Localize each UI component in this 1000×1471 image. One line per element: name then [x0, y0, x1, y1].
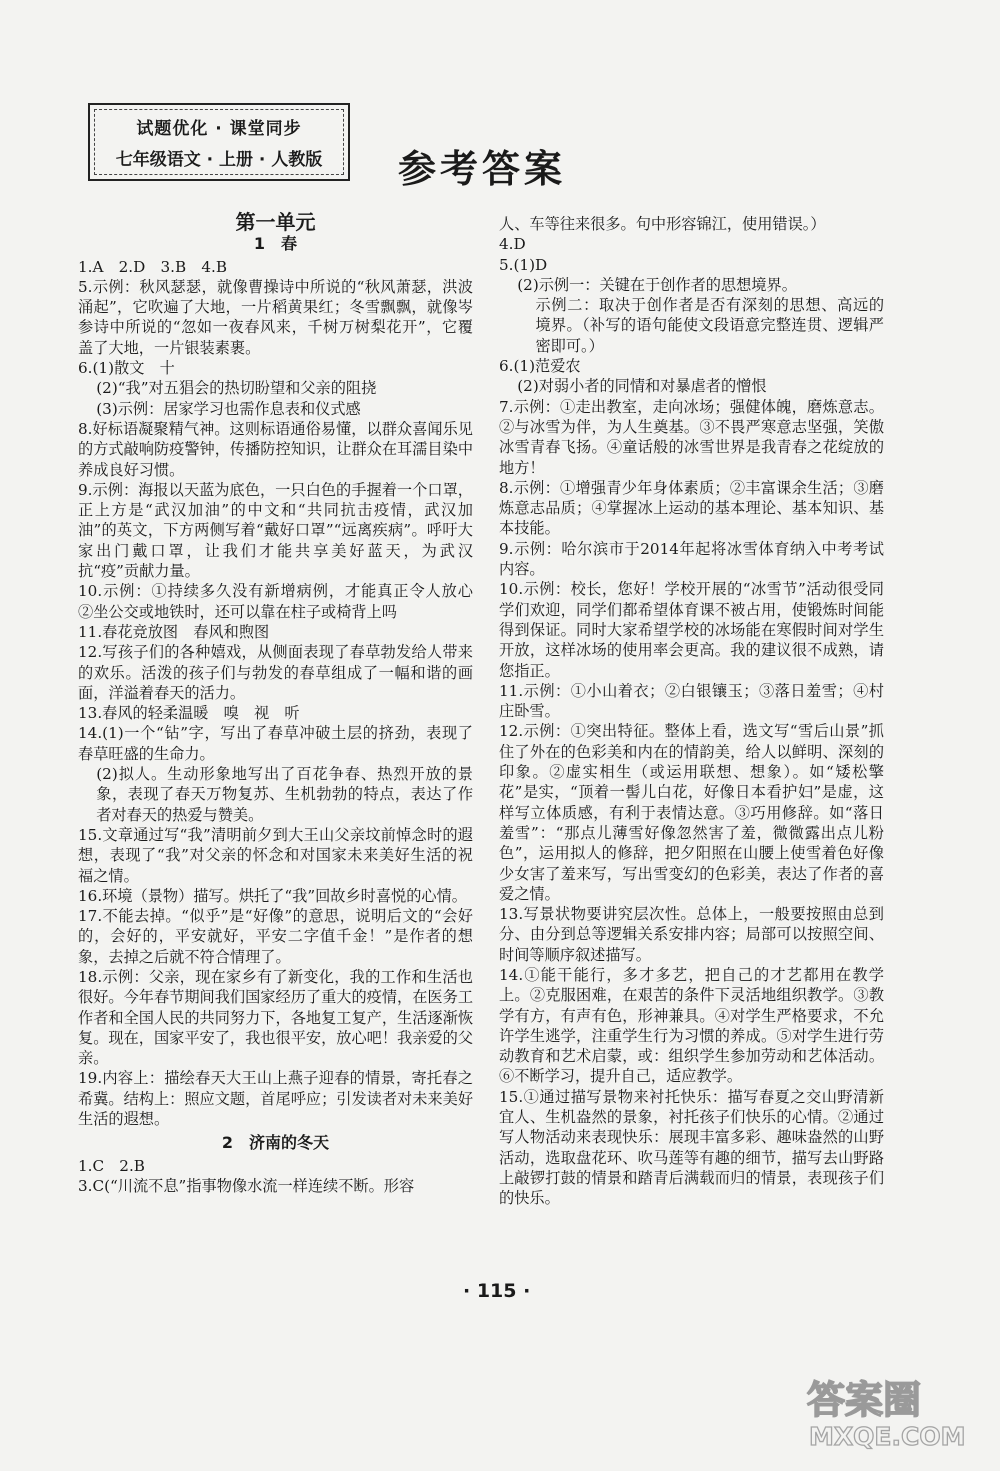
right-column: [499, 214, 884, 1209]
answer-item: 10.示例：校长，您好！学校开展的“冰雪节”活动很受同学们欢迎，同学们都希望体育课不被占用，使锻炼时间能得到保证。同时大家希望学校的冰场能在寒假时间对学生开放，这样冰场的使用率会更高。我的建议很不成熟，请您指正。: [499, 580, 884, 680]
answer-item: (2)拟人。生动形象地写出了百花争春、热烈开放的景象，表现了春天万物复苏、生机勃勃的特点，表达了作者对春天的热爱与赞美。: [96, 765, 473, 824]
answer-item: 12.写孩子们的各种嬉戏，从侧面表现了春草勃发给人带来的欢乐。活泼的孩子们与勃发的春草组成了一幅和谐的画面，洋溢着春天的活力。: [78, 643, 473, 702]
answer-item: 17.不能去掉。“似乎”是“好像”的意思，说明后文的“会好的，会好的，平安就好，平安二字值千金！”是作者的想象，去掉之后就不符合情理了。: [78, 907, 473, 966]
answer-item: 5.示例：秋风瑟瑟，就像曹操诗中所说的“秋风萧瑟，洪波涌起”，它吹遍了大地，一片稻黄果红；冬雪飘飘，就像岑参诗中所说的“忽如一夜春风来，千树万树梨花开”，它覆盖了大地，一片银装素裹。: [78, 277, 473, 357]
answer-item: 16.环境（景物）描写。烘托了“我”回故乡时喜悦的心情。: [78, 886, 467, 905]
answer-item: (2)示例一：关键在于创作者的思想境界。: [517, 275, 797, 294]
answer-item: (2)“我”对五猖会的热切盼望和父亲的阻挠: [96, 379, 377, 398]
answer-item: (2)对弱小者的同情和对暴虐者的憎恨: [517, 377, 767, 396]
page-title: 参考答案: [398, 147, 567, 191]
answer-item: 12.示例：①突出特征。整体上看，选文写“雪后山景”抓住了外在的色彩美和内在的情韵美，给人以鲜明、深刻的印象。②虚实相生（或运用联想、想象）。如“矮松擎花”是实，“顶着一髻儿白花，好像日本看护妇”是虚，这样写立体质感，有利于表情达意。③巧用修辞。如“落日羞雪”：“那点儿薄雪好像忽然害了羞，微微露出点儿粉色”，运用拟人的修辞，把夕阳照在山腰上使雪着色好像少女害了羞来写，写出雪变幻的色彩美，表达了作者的喜爱之情。: [499, 722, 884, 903]
lesson-heading: 2 济南的冬天: [221, 1133, 330, 1153]
answer-item: 6.(1)范爱农: [499, 357, 581, 376]
left-column: [78, 210, 489, 1196]
lesson-heading: 1 春: [253, 234, 298, 254]
watermark-logo: [805, 1371, 980, 1451]
answer-item: 人、车等往来很多。句中形容锦江，使用错误。）: [499, 215, 826, 233]
answer-item: 11.示例：①小山着衣；②白银镶玉；③落日羞雪；④村庄卧雪。: [499, 681, 884, 721]
answer-item: 8.示例：①增强青少年身体素质；②丰富课余生活；③磨炼意志品质；④掌握冰上运动的基本理论、基本知识、基本技能。: [499, 478, 884, 538]
answer-item: 14.(1)一个“钻”字，写出了春草冲破土层的挤劲，表现了春草旺盛的生命力。: [78, 724, 473, 763]
answer-item: 8.好标语凝聚精气神。这则标语通俗易懂，以群众喜闻乐见的方式敲响防疫警钟，传播防控知识，让群众在耳濡目染中养成良好习惯。: [78, 419, 473, 479]
answer-item: 11.春花竞放图 春风和煦图: [78, 622, 270, 641]
answer-item: 13.春风的轻柔温暖 嗅 视 听: [78, 704, 300, 723]
answer-item: 19.内容上：描绘春天大王山上燕子迎春的情景，寄托春之希冀。结构上：照应文题，首尾呼应；引发读者对未来美好生活的遐想。: [78, 1069, 473, 1129]
watermark-text: 答案圈: [807, 1378, 922, 1422]
answer-item: 1.C 2.B: [78, 1156, 145, 1175]
header-box: [88, 103, 350, 181]
answer-item: 6.(1)散文 十: [78, 359, 175, 378]
series-title: 试题优化 · 课堂同步: [136, 119, 302, 139]
answer-item: 13.写景状物要讲究层次性。总体上，一般要按照由总到分、由分到总等逻辑关系安排内容；局部可以按照空间、时间等顺序叙述描写。: [499, 905, 884, 964]
answer-item: 5.(1)D: [499, 255, 548, 274]
page-number: · 115 ·: [463, 1280, 531, 1302]
answer-item: 15.文章通过写“我”清明前夕到大王山父亲坟前悼念时的遐想，表现了“我”对父亲的怀念和对国家未来美好生活的祝福之情。: [78, 825, 473, 885]
answer-item: 9.示例：哈尔滨市于2014年起将冰雪体育纳入中考考试内容。: [499, 539, 884, 579]
unit-heading: 第一单元: [235, 210, 316, 234]
answer-item: 14.①能干能行，多才多艺，把自己的才艺都用在教学上。②克服困难，在艰苦的条件下灵活地组织教学。③教学有方，有声有色，形神兼具。④对学生严格要求，不允许学生逃学，注重学生行为习惯的养成。⑤对学生进行劳动教育和艺术启蒙，或：组织学生参加劳动和艺体活动。⑥不断学习，提升自己，适应教学。: [499, 965, 884, 1086]
answer-item: 18.示例：父亲，现在家乡有了新变化，我的工作和生活也很好。今年春节期间我们国家经历了重大的疫情，在医务工作者和全国人民的共同努力下，各地复工复产，生活逐渐恢复。现在，国家平安了，我也很平安，放心吧！我亲爱的父亲。: [78, 967, 473, 1068]
answer-item: 9.示例：海报以天蓝为底色，一只白色的手握着一个口罩，正上方是“武汉加油”的中文和“共同抗击疫情，武汉加油”的英文，下方两侧写着“戴好口罩”“远离疾病”。呼吁大家出门戴口罩，让我们才能共享美好蓝天，为武汉抗“疫”贡献力量。: [78, 480, 473, 581]
answer-item: 示例二：取决于创作者是否有深刻的思想、高远的境界。（补写的语句能使文段语意完整连贯、逻辑严密即可。）: [535, 296, 884, 355]
book-subtitle: 七年级语文 · 上册 · 人教版: [115, 150, 323, 170]
watermark-url: MXQE.COM: [809, 1422, 966, 1451]
answer-item: 10.示例：①持续多久没有新增病例，才能真正令人放心 ②坐公交或地铁时，还可以靠在柱子或椅背上吗: [78, 582, 489, 621]
answer-item: 1.A 2.D 3.B 4.B: [78, 257, 227, 276]
header-box-inner: [94, 109, 344, 175]
answer-item: 7.示例：①走出教室，走向冰场；强健体魄，磨炼意志。②与冰雪为伴，为人生奠基。③不畏严寒意志坚强，笑傲冰雪青春飞扬。④童话般的冰雪世界是我青春之花绽放的地方！: [499, 397, 884, 477]
answer-item: 4.D: [499, 235, 526, 254]
answer-item: 15.①通过描写景物来衬托快乐：描写春夏之交山野清新宜人、生机盎然的景象，衬托孩子们快乐的心情。②通过写人物活动来表现快乐：展现丰富多彩、趣味盎然的山野活动，选取盘花环、吹马莲等有趣的细节，描写去山野路上敲锣打鼓的情景和踏青后满载而归的情景，表现孩子们的快乐。: [499, 1087, 884, 1208]
answer-item: 3.C(“川流不息”指事物像水流一样连续不断。形容: [78, 1176, 415, 1195]
answer-item: (3)示例：居家学习也需作息表和仪式感: [96, 399, 361, 418]
